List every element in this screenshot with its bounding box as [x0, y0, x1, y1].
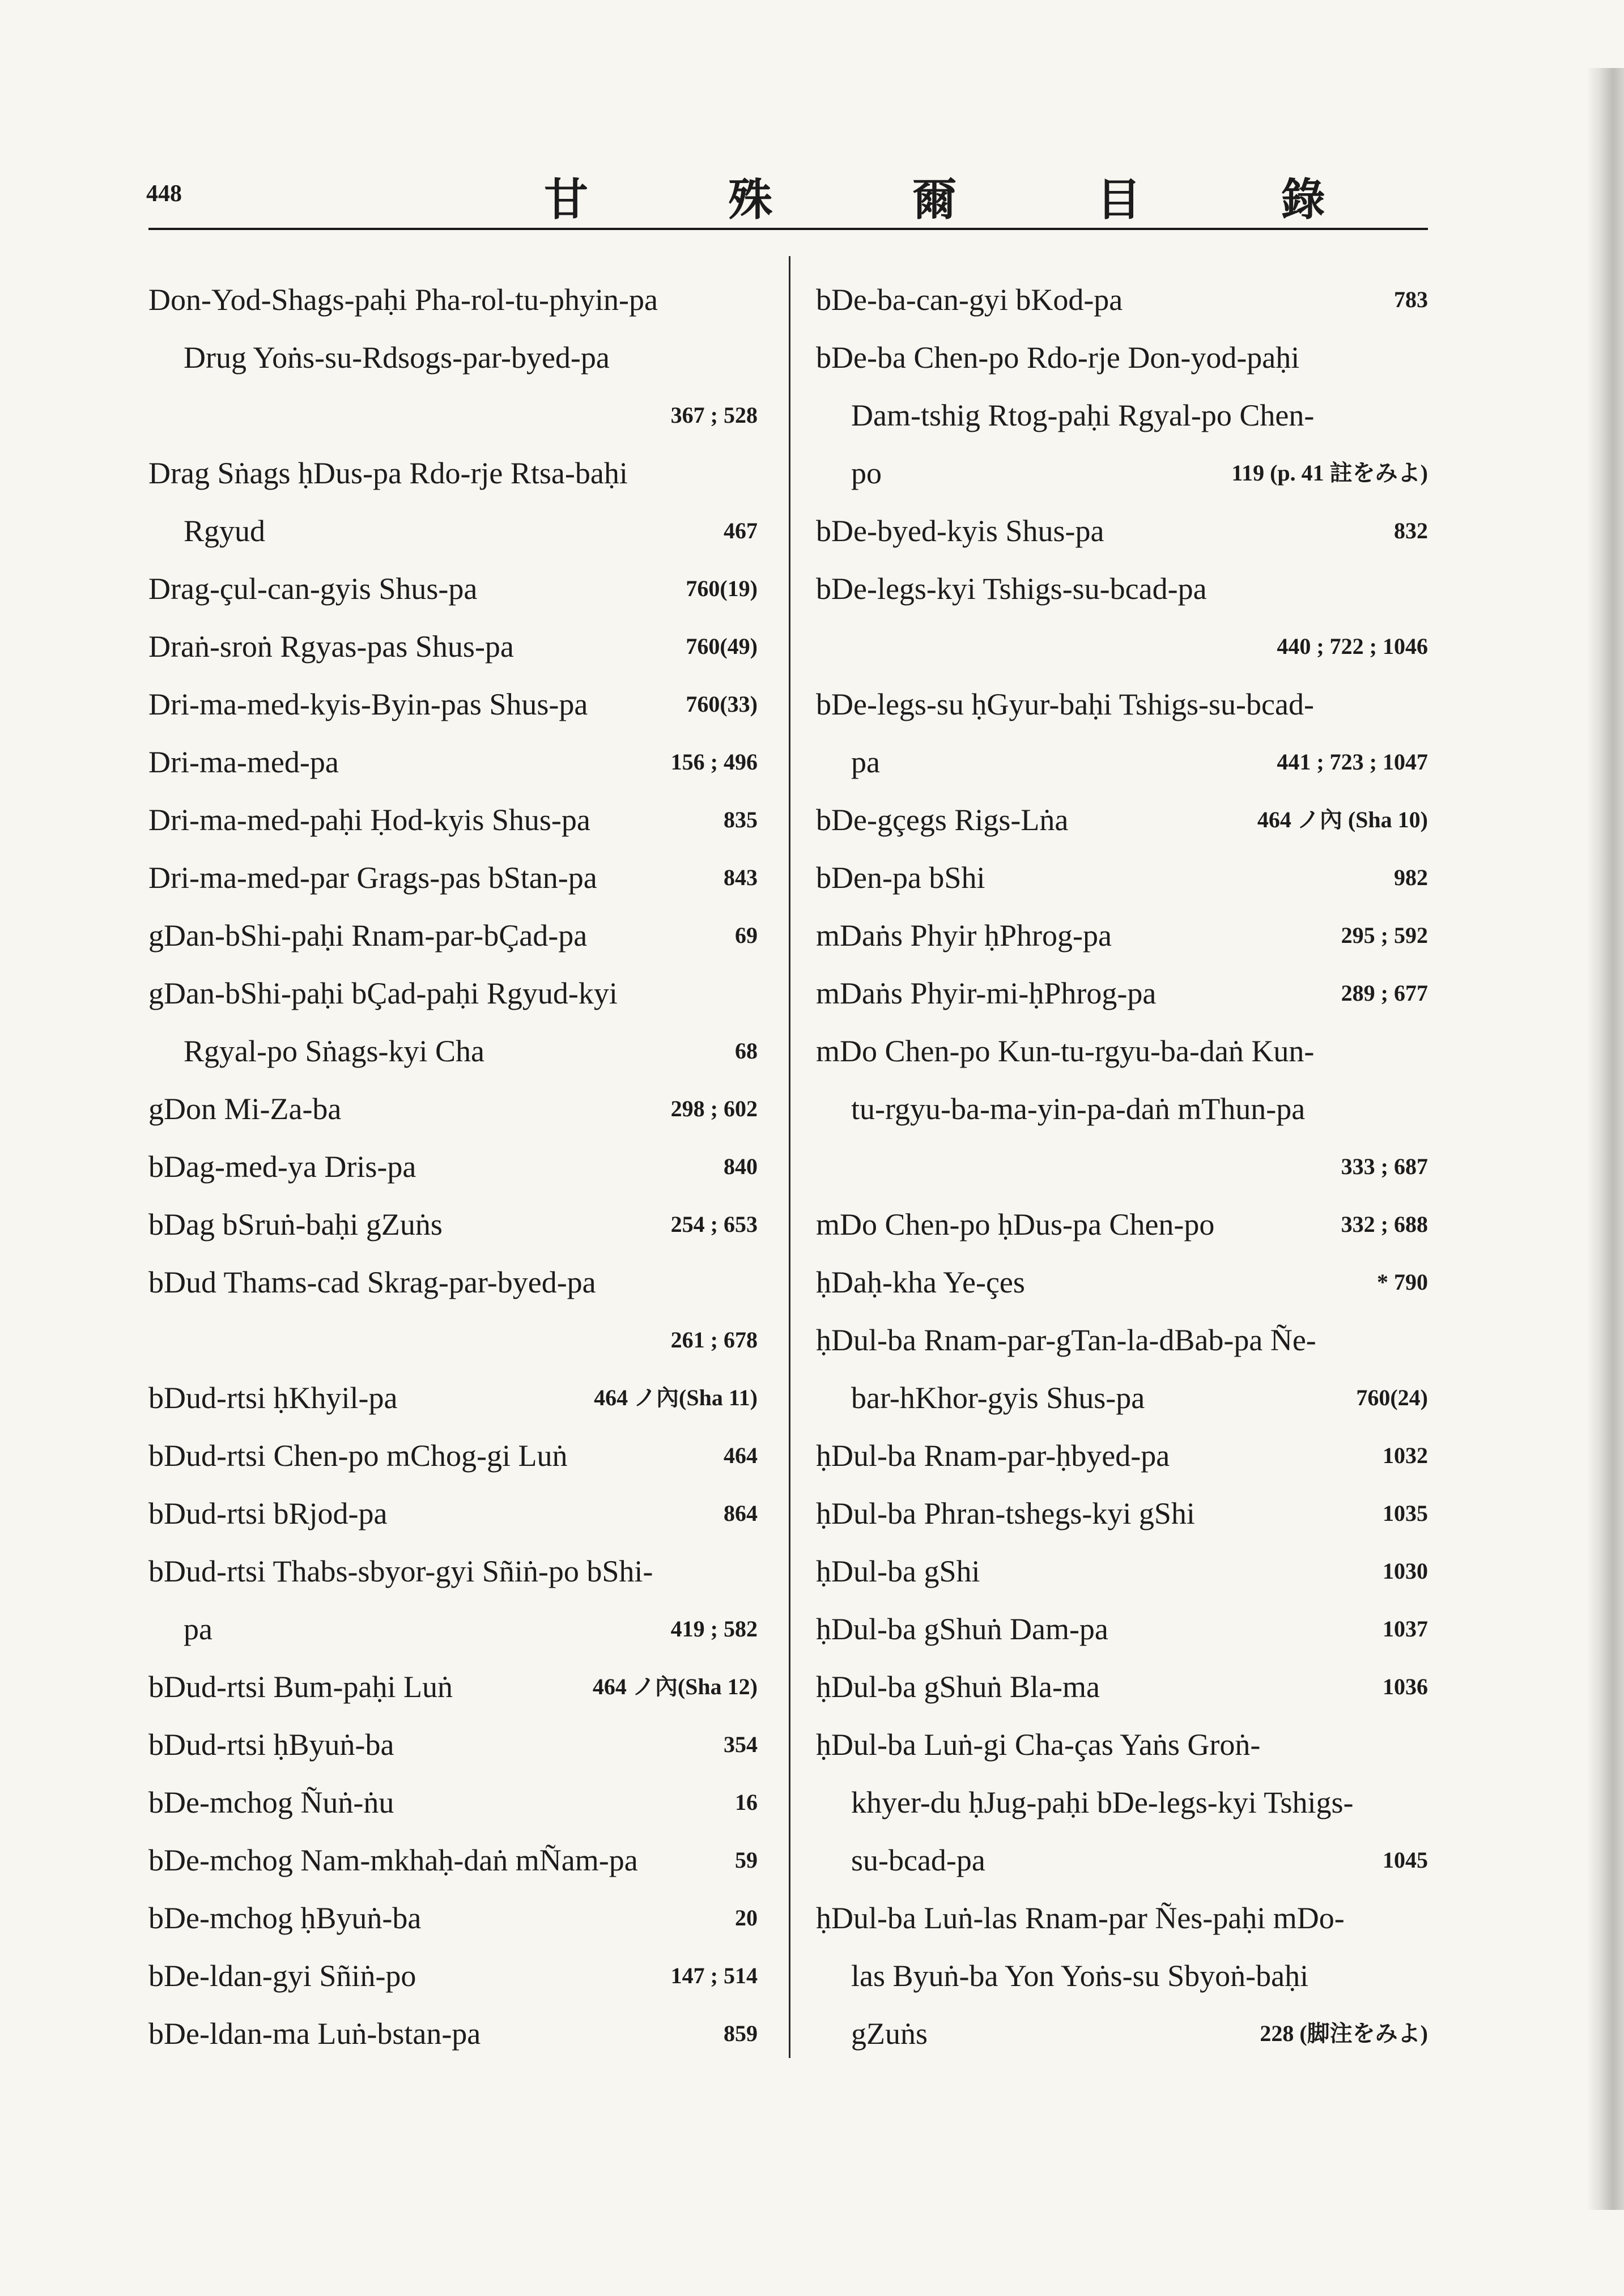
entry-title: bDe-mchog ḥByuṅ-ba: [148, 1901, 422, 1935]
entry-title: Draṅ-sroṅ Rgyas-pas Shus-pa: [148, 630, 514, 664]
entry-reference-number: 835: [724, 807, 758, 832]
entry-title: gDan-bShi-paḥi Rnam-par-bÇad-pa: [148, 919, 588, 953]
entry-title: Dri-ma-med-pa: [148, 745, 339, 779]
index-entry-line: [816, 1774, 1428, 1831]
entry-reference-number: 156 ; 496: [670, 749, 758, 775]
entry-title: bDe-legs-su ḥGyur-baḥi Tshigs-su-bcad-: [816, 687, 1314, 721]
header-rule: [148, 228, 1428, 230]
entry-title: bDag bSruṅ-baḥi gZuṅs: [148, 1207, 443, 1241]
entry-reference-number: 760(19): [686, 576, 758, 601]
entry-reference-number: 295 ; 592: [1341, 922, 1428, 948]
entry-title: Rgyud: [184, 514, 266, 548]
entry-title: bDud-rtsi Bum-paḥi Luṅ: [148, 1670, 453, 1704]
entry-reference-number: 864: [724, 1500, 758, 1526]
column-divider: [789, 256, 790, 2058]
entry-reference-number: 16: [735, 1789, 758, 1815]
entry-reference-number: 1036: [1383, 1674, 1428, 1699]
index-entry-line: [148, 1196, 758, 1253]
index-entry-line: [816, 1253, 1428, 1311]
entry-title: gDan-bShi-paḥi bÇad-paḥi Rgyud-kyi: [148, 976, 618, 1010]
entry-title: mDo Chen-po ḥDus-pa Chen-po: [816, 1207, 1215, 1241]
entry-title: Drug Yoṅs-su-Rdsogs-par-byed-pa: [184, 341, 610, 375]
index-entry-line: [816, 444, 1428, 502]
entry-title: bDe-ba Chen-po Rdo-rje Don-yod-paḥi: [816, 341, 1300, 375]
entry-title: ḥDul-ba Rnam-par-ḥbyed-pa: [816, 1439, 1170, 1473]
index-entry-line: [148, 1542, 758, 1600]
entry-title: pa: [184, 1612, 212, 1646]
index-entry-line: [148, 1658, 758, 1716]
entry-title: Dri-ma-med-paḥi Ḥod-kyis Shus-pa: [148, 803, 590, 837]
index-entry-line: [816, 1716, 1428, 1774]
entry-title: ḥDul-ba gShi: [816, 1554, 980, 1588]
entry-reference-number: 333 ; 687: [1341, 1154, 1428, 1179]
index-entry-line: [816, 849, 1428, 907]
index-entry-line: [148, 1947, 758, 2005]
index-entry-line: [148, 560, 758, 618]
entry-reference-number: 254 ; 653: [670, 1211, 758, 1237]
index-entry-line: [148, 1716, 758, 1774]
index-entry-line: [148, 329, 758, 386]
entry-title: Drag-çul-can-gyis Shus-pa: [148, 572, 478, 606]
entry-reference-number: 464: [724, 1443, 758, 1468]
entry-title: bDud-rtsi ḥByuṅ-ba: [148, 1728, 394, 1762]
entry-title: bDud-rtsi Thabs-sbyor-gyi Sñiṅ-po bShi-: [148, 1554, 653, 1588]
index-entry-line: [816, 271, 1428, 329]
index-entry-line: [816, 907, 1428, 964]
entry-reference-number: 859: [724, 2021, 758, 2046]
entry-title: gDon Mi-Za-ba: [148, 1092, 342, 1126]
index-entry-line: [816, 1542, 1428, 1600]
index-entry-line: [816, 1947, 1428, 2005]
entry-reference-number: 354: [724, 1732, 758, 1757]
index-entry-line: [816, 2005, 1428, 2063]
entry-title: ḥDaḥ-kha Ye-çes: [816, 1265, 1025, 1299]
entry-reference-number: 367 ; 528: [670, 402, 758, 428]
index-entry-line: [148, 1485, 758, 1542]
index-entry-line: [148, 1080, 758, 1138]
entry-title: Don-Yod-Shags-paḥi Pha-rol-tu-phyin-pa: [148, 283, 658, 317]
entry-title: bDe-ldan-ma Luṅ-bstan-pa: [148, 2017, 481, 2051]
entry-reference-number: 464 ノ內 (Sha 10): [1257, 807, 1428, 832]
index-entry-line: [816, 733, 1428, 791]
index-entry-line: [816, 560, 1428, 618]
entry-reference-number: 298 ; 602: [670, 1096, 758, 1121]
entry-reference-number: 982: [1394, 865, 1428, 890]
entry-title: ḥDul-ba Luṅ-gi Cha-ças Yaṅs Groṅ-: [816, 1728, 1261, 1762]
entry-reference-number: * 790: [1377, 1269, 1428, 1295]
entry-title: las Byuṅ-ba Yon Yoṅs-su Sbyoṅ-baḥi: [851, 1959, 1309, 1993]
index-entry-line: [816, 1080, 1428, 1138]
index-entry-line: [148, 791, 758, 849]
entry-reference-number: 467: [724, 518, 758, 543]
entry-title: khyer-du ḥJug-paḥi bDe-legs-kyi Tshigs-: [851, 1785, 1354, 1819]
index-entry-line: [816, 1485, 1428, 1542]
index-entry-line: [148, 1427, 758, 1485]
entry-title: bDe-gçegs Rigs-Lṅa: [816, 803, 1069, 837]
entry-reference-number: 760(49): [686, 633, 758, 659]
scan-edge-shadow: [1587, 68, 1624, 2210]
index-entry-line: [148, 1253, 758, 1311]
index-entry-line: [148, 964, 758, 1022]
index-entry-line: [148, 675, 758, 733]
entry-title: bDud-rtsi Chen-po mChog-gi Luṅ: [148, 1439, 568, 1473]
entry-title: Dri-ma-med-par Grags-pas bStan-pa: [148, 861, 597, 895]
index-entry-line: [148, 1600, 758, 1658]
entry-title: Drag Sṅags ḥDus-pa Rdo-rje Rtsa-baḥi: [148, 456, 628, 490]
entry-title: bDen-pa bShi: [816, 861, 985, 895]
entry-reference-number: 332 ; 688: [1341, 1211, 1428, 1237]
entry-title: bDud Thams-cad Skrag-par-byed-pa: [148, 1265, 596, 1299]
right-column: [816, 271, 1428, 2063]
entry-reference-number: 1035: [1383, 1500, 1428, 1526]
index-entry-line: [148, 2005, 758, 2063]
index-entry-line: [816, 675, 1428, 733]
index-entry-line: [816, 964, 1428, 1022]
entry-reference-number: 289 ; 677: [1341, 980, 1428, 1006]
index-entry-line: [816, 1427, 1428, 1485]
entry-title: ḥDul-ba gShuṅ Dam-pa: [816, 1612, 1108, 1646]
index-entry-line: [816, 1311, 1428, 1369]
entry-title: bDe-mchog Ñuṅ-ṅu: [148, 1785, 394, 1819]
entry-reference-number: 69: [735, 922, 758, 948]
entry-title: po: [851, 456, 882, 490]
entry-title: mDaṅs Phyir ḥPhrog-pa: [816, 919, 1112, 953]
index-entry-line: [148, 444, 758, 502]
entry-title: bDe-mchog Nam-mkhaḥ-daṅ mÑam-pa: [148, 1843, 638, 1877]
index-entry-line: [148, 618, 758, 675]
entry-title: su-bcad-pa: [851, 1843, 985, 1877]
index-entry-line: [816, 1889, 1428, 1947]
index-entry-line: [148, 502, 758, 560]
entry-reference-number: 228 (脚注をみよ): [1260, 2021, 1428, 2046]
index-entry-line: [816, 502, 1428, 560]
entry-reference-number: 840: [724, 1154, 758, 1179]
entry-title: mDaṅs Phyir-mi-ḥPhrog-pa: [816, 976, 1157, 1010]
entry-title: bDud-rtsi ḥKhyil-pa: [148, 1381, 398, 1415]
entry-reference-number: 68: [735, 1038, 758, 1064]
index-entry-line: [148, 1311, 758, 1369]
entry-title: ḥDul-ba Rnam-par-gTan-la-dBab-pa Ñe-: [816, 1323, 1316, 1357]
entry-reference-number: 119 (p. 41 註をみよ): [1231, 460, 1428, 486]
entry-reference-number: 843: [724, 865, 758, 890]
index-entry-line: [148, 386, 758, 444]
index-entry-line: [816, 1658, 1428, 1716]
index-entry-line: [148, 1889, 758, 1947]
entry-title: Dri-ma-med-kyis-Byin-pas Shus-pa: [148, 687, 588, 721]
entry-reference-number: 1032: [1383, 1443, 1428, 1468]
entry-reference-number: 832: [1394, 518, 1428, 543]
index-entry-line: [148, 1369, 758, 1427]
entry-reference-number: 464 ノ內(Sha 11): [594, 1385, 758, 1410]
entry-reference-number: 1030: [1383, 1558, 1428, 1584]
running-title: 甘 殊 爾 目 錄: [544, 175, 1388, 226]
entry-title: ḥDul-ba Luṅ-las Rnam-par Ñes-paḥi mDo-: [816, 1901, 1345, 1935]
index-entry-line: [816, 618, 1428, 675]
entry-reference-number: 760(33): [686, 691, 758, 717]
index-entry-line: [816, 791, 1428, 849]
entry-reference-number: 760(24): [1356, 1385, 1428, 1410]
entry-title: Dam-tshig Rtog-paḥi Rgyal-po Chen-: [851, 398, 1315, 432]
entry-reference-number: 441 ; 723 ; 1047: [1277, 749, 1428, 775]
entry-title: mDo Chen-po Kun-tu-rgyu-ba-daṅ Kun-: [816, 1034, 1315, 1068]
index-entry-line: [816, 1369, 1428, 1427]
left-column: [148, 271, 758, 2063]
entry-title: bar-hKhor-gyis Shus-pa: [851, 1381, 1145, 1415]
entry-reference-number: 59: [735, 1847, 758, 1873]
entry-reference-number: 20: [735, 1905, 758, 1931]
index-entry-line: [148, 1831, 758, 1889]
entry-title: gZuṅs: [851, 2017, 928, 2051]
index-entry-line: [816, 329, 1428, 386]
index-entry-line: [148, 1138, 758, 1196]
index-entry-line: [816, 1022, 1428, 1080]
entry-title: ḥDul-ba gShuṅ Bla-ma: [816, 1670, 1100, 1704]
entry-reference-number: 147 ; 514: [670, 1963, 758, 1988]
index-entry-line: [148, 733, 758, 791]
entry-reference-number: 1045: [1383, 1847, 1428, 1873]
entry-reference-number: 261 ; 678: [670, 1327, 758, 1353]
entry-reference-number: 1037: [1383, 1616, 1428, 1642]
index-entry-line: [148, 1774, 758, 1831]
entry-title: Rgyal-po Sṅags-kyi Cha: [184, 1034, 484, 1068]
index-entry-line: [148, 271, 758, 329]
entry-reference-number: 419 ; 582: [670, 1616, 758, 1642]
entry-title: bDe-ldan-gyi Sñiṅ-po: [148, 1959, 416, 1993]
index-entry-line: [148, 907, 758, 964]
entry-reference-number: 464 ノ內(Sha 12): [592, 1674, 758, 1699]
entry-title: bDe-legs-kyi Tshigs-su-bcad-pa: [816, 572, 1207, 606]
entry-reference-number: 783: [1394, 287, 1428, 312]
page-number: 448: [146, 181, 182, 207]
index-entry-line: [816, 386, 1428, 444]
index-entry-line: [148, 849, 758, 907]
entry-title: tu-rgyu-ba-ma-yin-pa-daṅ mThun-pa: [851, 1092, 1306, 1126]
entry-title: bDud-rtsi bRjod-pa: [148, 1496, 388, 1530]
entry-title: bDe-ba-can-gyi bKod-pa: [816, 283, 1123, 317]
entry-reference-number: 440 ; 722 ; 1046: [1277, 633, 1428, 659]
index-entry-line: [148, 1022, 758, 1080]
entry-title: pa: [851, 745, 880, 779]
index-entry-line: [816, 1196, 1428, 1253]
index-entry-line: [816, 1831, 1428, 1889]
index-entry-line: [816, 1600, 1428, 1658]
index-entry-line: [816, 1138, 1428, 1196]
entry-title: bDe-byed-kyis Shus-pa: [816, 514, 1104, 548]
entry-title: bDag-med-ya Dris-pa: [148, 1150, 416, 1184]
entry-title: ḥDul-ba Phran-tshegs-kyi gShi: [816, 1496, 1195, 1530]
